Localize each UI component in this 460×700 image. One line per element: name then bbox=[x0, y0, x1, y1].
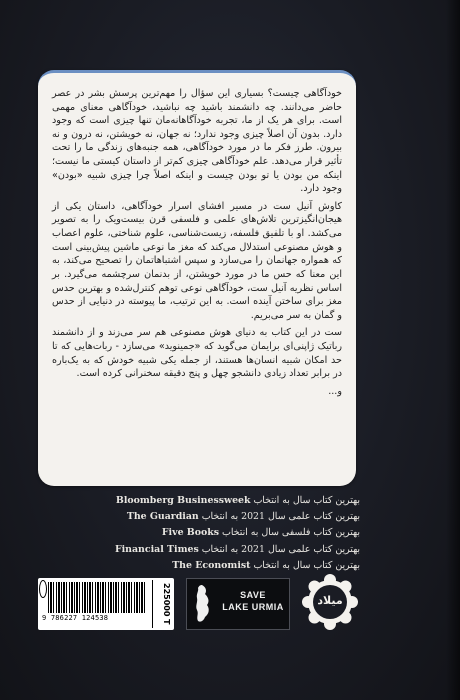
award-source: The Economist bbox=[172, 559, 251, 571]
award-source: The Guardian bbox=[126, 511, 199, 523]
description-paragraph-1: خودآگاهی چیست؟ بسیاری این سؤال را مهم‌ترین پرسش بشر در عصر حاضر می‌دانند. چه دانشمند باشید چه نباشید، خودآگاهی معنای مهمی است. برای هر یک از ما، تجربه خودآگاهانه‌مان تنها چیزی است که وجود دارد. بدون آن اصلاً چیزی وجود ندارد؛ نه جهان، نه خویشتن، نه درون و نه بیرون. طرز فکر ما در مورد خودآگاهی، همه جنبه‌های زندگی ما را تحت تأثیر قرار می‌دهد. علم خودآگاهی چیزی کم‌تر از داستان کیستی ما نیست؛ اینکه من بودن یا تو بودن چیست و اینکه اصلاً چرا چیزی شبیه «بودن» وجود دارد. bbox=[52, 88, 342, 195]
campaign-line-2: LAKE URMIA bbox=[222, 602, 284, 612]
lake-map-icon bbox=[193, 584, 215, 624]
award-item bbox=[90, 525, 360, 541]
awards-list bbox=[90, 493, 360, 574]
description-paragraph-4: و... bbox=[328, 385, 342, 397]
award-item bbox=[90, 493, 360, 509]
publisher-name: میلاد bbox=[317, 594, 343, 607]
award-source: Bloomberg Businessweek bbox=[115, 495, 251, 506]
price-label: 225000 T bbox=[152, 580, 171, 628]
save-lake-urmia-badge bbox=[186, 578, 290, 630]
description-paragraph-2: کاوش آنیل ست در مسیر افشای اسرار خودآگاهی، داستان یکی از هیجان‌انگیزترین تلاش‌های علمی و فلسفی قرن بیست‌ویک را به تصویر می‌کشد. او با تلفیق فلسفه، زیست‌شناسی، علوم شناختی، علوم اعصاب و هوش مصنوعی استدلال می‌کند که مغز ما نوعی ماشین پیش‌بینی است که همواره جهانمان را می‌سازد و سپس اشتباهاتمان را تصحیح می‌کند، به این معنا که حس ما در مورد خویشتن، از بدنمان سرچشمه می‌گیرد. بر اساس نظریه آنیل ست، خودآگاهی نوعی توهم کنترل‌شده و بهترین حدس مغز برای ساختن آینده است. به این ترتیب، ما پیوسته در دنیایی از حدس و گمان به سر می‌بریم. bbox=[52, 200, 342, 321]
campaign-text bbox=[219, 589, 287, 613]
award-source: Financial Times bbox=[114, 543, 199, 555]
award-source: Five Books bbox=[161, 527, 220, 539]
isbn-number: 9 786227 124538 bbox=[42, 614, 109, 622]
award-label: بهترین کتاب فلسفی سال به انتخاب bbox=[222, 527, 360, 539]
description-paragraph-3: ست در این کتاب به دنیای هوش مصنوعی هم سر می‌زند و از دانشمند رباتیک ژاپنی‌ای برایمان می‌گوید که «جمینوید» می‌سازد - ربات‌هایی که تا حد امکان شبیه انسان‌ها هستند، از جمله یکی شبیه خودش که به یک‌باره در برابر تعداد زیادی دانشجو چهل و پنج دقیقه سخنرانی کرده است. bbox=[52, 327, 342, 380]
publisher-logo bbox=[300, 572, 360, 632]
award-item bbox=[90, 509, 360, 525]
award-label: بهترین کتاب سال به انتخاب bbox=[253, 495, 360, 506]
isbn-barcode bbox=[38, 578, 174, 630]
award-label: بهترین کتاب علمی سال 2021 به انتخاب bbox=[201, 543, 360, 555]
award-item bbox=[90, 542, 360, 558]
description-card bbox=[38, 70, 356, 486]
award-label: بهترین کتاب سال به انتخاب bbox=[253, 559, 360, 571]
barcode-mark-icon bbox=[39, 580, 47, 598]
campaign-line-1: SAVE bbox=[240, 590, 266, 600]
barcode-bars bbox=[48, 582, 146, 613]
spine-shadow bbox=[446, 0, 460, 700]
award-label: بهترین کتاب علمی سال 2021 به انتخاب bbox=[201, 511, 360, 523]
